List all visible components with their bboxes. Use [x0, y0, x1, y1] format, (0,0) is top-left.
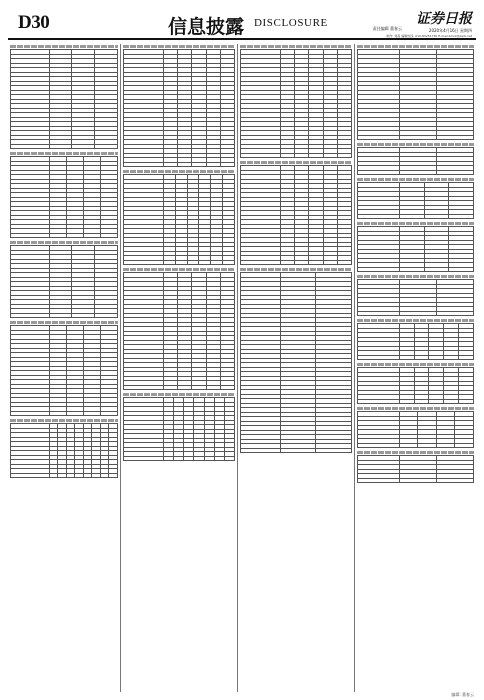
table-cell [204, 456, 214, 461]
notice-block [10, 321, 118, 416]
column-3 [240, 44, 352, 692]
notice-block [357, 451, 474, 483]
page-number: D30 [18, 12, 50, 33]
notice-block [357, 407, 474, 448]
date-line: 2020年4月16日 星期四 [428, 28, 472, 33]
table-cell [323, 260, 337, 265]
table-cell [436, 443, 455, 448]
fine-print-line [240, 268, 352, 271]
table-row [11, 313, 118, 318]
table-cell [163, 162, 177, 167]
data-table [357, 226, 474, 272]
data-table [240, 49, 352, 158]
table-cell [399, 214, 424, 219]
table-cell [187, 260, 199, 265]
fine-print-line [357, 451, 474, 454]
table-cell [206, 385, 220, 390]
column-divider [354, 44, 355, 692]
table-cell [206, 162, 220, 167]
fine-print-line [240, 161, 352, 164]
data-table [10, 423, 118, 478]
table-cell [241, 153, 281, 158]
table-cell [214, 456, 224, 461]
table-cell [83, 233, 100, 238]
table-cell [358, 214, 400, 219]
data-table [357, 455, 474, 483]
table-cell [449, 214, 474, 219]
table-cell [163, 456, 173, 461]
table-cell [194, 456, 204, 461]
table-cell [424, 267, 449, 272]
table-cell [178, 385, 192, 390]
table-cell [49, 411, 66, 416]
table-cell [178, 162, 192, 167]
column-divider [237, 44, 238, 692]
table-cell [280, 260, 294, 265]
fine-print-line [10, 419, 118, 422]
table-row [241, 448, 352, 453]
table-cell [124, 162, 164, 167]
table-cell [358, 267, 400, 272]
table-cell [199, 260, 211, 265]
table-cell [358, 443, 400, 448]
table-row [358, 311, 474, 316]
fine-print-line [123, 268, 235, 271]
table-cell [399, 443, 418, 448]
table-cell [109, 473, 118, 478]
fine-print-line [357, 178, 474, 181]
table-cell [399, 135, 436, 140]
table-cell [220, 385, 234, 390]
table-cell [92, 473, 101, 478]
data-table [357, 147, 474, 175]
fine-print-line [357, 275, 474, 278]
fine-print-line [357, 363, 474, 366]
table-cell [95, 313, 118, 318]
data-table [10, 49, 118, 149]
data-table [240, 165, 352, 265]
notice-block [357, 363, 474, 404]
data-table [10, 325, 118, 416]
section-title: 信息披露 [168, 16, 245, 38]
notice-block [10, 241, 118, 318]
table-cell [436, 478, 473, 483]
table-cell [459, 399, 474, 404]
newspaper-logo: 证券日报 [416, 11, 472, 27]
column-2 [123, 44, 235, 692]
notice-block [240, 161, 352, 265]
table-cell [399, 355, 414, 360]
table-cell [83, 411, 100, 416]
data-table [357, 49, 474, 140]
table-cell [444, 355, 459, 360]
table-cell [83, 473, 92, 478]
table-cell [163, 385, 177, 390]
table-cell [58, 473, 67, 478]
table-cell [95, 144, 118, 149]
table-cell [11, 144, 50, 149]
notice-block [123, 393, 235, 461]
column-1 [10, 44, 118, 692]
table-cell [449, 267, 474, 272]
table-cell [11, 313, 50, 318]
table-row [11, 233, 118, 238]
table-row [124, 260, 235, 265]
data-table [357, 279, 474, 316]
data-table [240, 272, 352, 453]
table-cell [295, 260, 309, 265]
table-cell [358, 478, 400, 483]
table-cell [358, 170, 400, 175]
table-cell [459, 355, 474, 360]
table-cell [358, 311, 400, 316]
table-cell [399, 267, 424, 272]
table-cell [399, 311, 436, 316]
table-cell [358, 355, 400, 360]
table-cell [399, 478, 436, 483]
table-cell [414, 355, 429, 360]
column-divider [120, 44, 121, 692]
table-row [358, 443, 474, 448]
table-cell [358, 135, 400, 140]
table-cell [316, 448, 352, 453]
table-row [358, 170, 474, 175]
column-4 [357, 44, 474, 692]
table-row [124, 162, 235, 167]
table-cell [358, 399, 400, 404]
notice-block [10, 45, 118, 149]
notice-block [123, 45, 235, 167]
table-cell [49, 233, 66, 238]
notice-block [357, 319, 474, 360]
fine-print-line [357, 222, 474, 225]
table-row [358, 135, 474, 140]
table-cell [184, 456, 194, 461]
table-cell [66, 411, 83, 416]
fine-print-line [357, 143, 474, 146]
table-row [11, 144, 118, 149]
data-table [10, 245, 118, 318]
fine-print-line [10, 241, 118, 244]
table-row [241, 153, 352, 158]
table-cell [399, 399, 414, 404]
table-cell [436, 170, 473, 175]
notice-block [357, 275, 474, 316]
fine-print-line [10, 152, 118, 155]
fine-print-line [357, 45, 474, 48]
table-cell [192, 162, 206, 167]
table-cell [295, 153, 309, 158]
table-cell [100, 233, 117, 238]
section-title-en: DISCLOSURE [254, 17, 328, 29]
table-cell [72, 313, 95, 318]
fine-print-line [123, 393, 235, 396]
table-cell [11, 233, 50, 238]
table-cell [163, 260, 175, 265]
notice-block [240, 45, 352, 158]
notice-block [240, 268, 352, 453]
table-cell [436, 311, 473, 316]
notice-block [123, 170, 235, 265]
table-cell [175, 260, 187, 265]
table-cell [66, 233, 83, 238]
table-cell [309, 153, 323, 158]
page-footer: 编辑: 董春云 [451, 692, 474, 697]
data-table [357, 411, 474, 448]
notice-block [123, 268, 235, 390]
table-cell [241, 260, 281, 265]
table-cell [337, 153, 351, 158]
fine-print-line [240, 45, 352, 48]
table-cell [11, 411, 50, 416]
table-cell [280, 448, 316, 453]
table-row [358, 355, 474, 360]
table-cell [220, 162, 234, 167]
table-cell [241, 448, 281, 453]
notice-block [357, 143, 474, 175]
notice-block [357, 222, 474, 272]
table-row [11, 473, 118, 478]
table-cell [75, 473, 84, 478]
table-row [11, 411, 118, 416]
table-cell [337, 260, 351, 265]
notice-block [10, 419, 118, 478]
data-table [123, 49, 235, 167]
data-table [357, 323, 474, 360]
data-table [357, 182, 474, 219]
table-cell [124, 260, 164, 265]
page-header [8, 8, 476, 40]
table-cell [444, 399, 459, 404]
table-cell [174, 456, 184, 461]
fine-print-line [123, 170, 235, 173]
table-row [358, 399, 474, 404]
table-cell [49, 313, 72, 318]
table-cell [414, 399, 429, 404]
table-cell [192, 385, 206, 390]
table-row [358, 214, 474, 219]
table-cell [49, 473, 58, 478]
table-cell [455, 443, 474, 448]
table-row [358, 478, 474, 483]
table-row [241, 260, 352, 265]
table-cell [100, 473, 109, 478]
table-cell [224, 456, 234, 461]
fine-print-line [10, 321, 118, 324]
notice-block [357, 45, 474, 140]
table-cell [223, 260, 235, 265]
table-cell [399, 170, 436, 175]
table-cell [309, 260, 323, 265]
fine-print-line [357, 319, 474, 322]
table-cell [124, 456, 164, 461]
table-cell [429, 355, 444, 360]
fine-print-line [357, 407, 474, 410]
table-cell [436, 135, 473, 140]
table-cell [100, 411, 117, 416]
table-cell [72, 144, 95, 149]
table-cell [429, 399, 444, 404]
table-cell [418, 443, 437, 448]
table-cell [66, 473, 75, 478]
data-table [123, 174, 235, 265]
data-table [10, 156, 118, 238]
table-cell [280, 153, 294, 158]
fine-print-line [10, 45, 118, 48]
data-table [357, 367, 474, 404]
contact-line: 制作: 刘茜 编辑热线: 010-83251730 E-mail:zmzx@zqrb.net [386, 34, 472, 38]
table-cell [124, 385, 164, 390]
data-table [123, 272, 235, 390]
table-row [358, 267, 474, 272]
data-table [123, 397, 235, 461]
table-row [124, 456, 235, 461]
table-cell [424, 214, 449, 219]
table-row [124, 385, 235, 390]
notice-block [10, 152, 118, 238]
fine-print-line [123, 45, 235, 48]
notice-block [357, 178, 474, 219]
table-cell [211, 260, 223, 265]
table-cell [323, 153, 337, 158]
table-cell [11, 473, 50, 478]
table-cell [49, 144, 72, 149]
editor-line: 责任编辑 董春云 [372, 26, 402, 31]
